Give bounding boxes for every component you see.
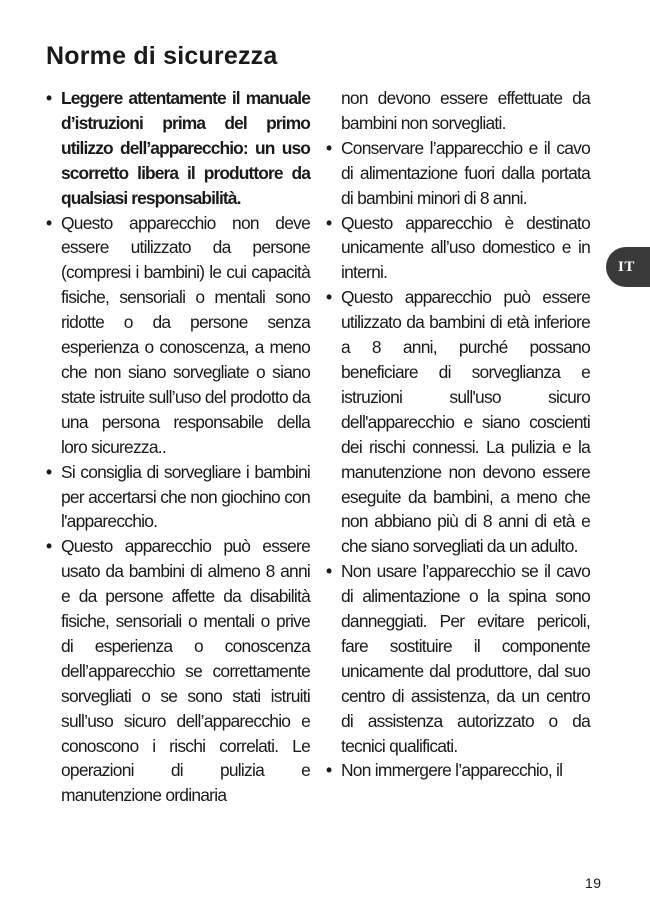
list-item [46,211,310,460]
bullet-icon: • [46,461,53,482]
list-item-text: Non usare l’apparecchio se il cavo di alimentazione o la spina sono danneggiati. Per evitare pericoli, fare sostituire il componente unicamente dal produttore, dal suo centro di assistenza, da un centro di assistenza autorizzato o da tecnici qualificati. [341,561,590,756]
page-title: Norme di sicurezza [46,42,278,70]
right-column [326,86,590,783]
page-number: 19 [585,875,602,891]
list-item-text: Questo apparecchio può essere usato da bambini di almeno 8 anni e da persone affette da disabilità fisiche, sensoriali o mentali o prive di esperienza o conoscenza dell’apparecchio se correttamente sorvegliati o se sono stati istruiti sull’uso sicuro dell’apparecchio e conoscono i rischi correlati. Le operazioni di pulizia e manutenzione ordinaria [61,536,310,806]
list-item [326,285,590,559]
list-item-text: Questo apparecchio è destinato unicamente all’uso domestico e in interni. [341,212,590,283]
list-item-text: Leggere attentamente il manuale d’istruzioni prima del primo utilizzo dell’apparecchio: un uso scorretto libera il produttore da qualsiasi responsabilità. [61,88,310,208]
list-item-text: Non immergere l’apparecchio, il [341,760,563,781]
bullet-icon: • [326,760,333,781]
list-item [326,211,590,286]
list-item-text: Conservare l’apparecchio e il cavo di alimentazione fuori dalla portata di bambini minori di 8 anni. [341,137,590,208]
list-item [326,758,590,783]
bullet-icon: • [326,561,333,582]
list-item [326,559,590,758]
bullet-icon: • [326,137,333,158]
list-item-text: Questo apparecchio può essere utilizzato da bambini di età inferiore a 8 anni, purché possano beneficiare di sorveglianza e istruzioni sull'uso sicuro dell'apparecchio e siano coscienti dei rischi connessi. La pulizia e la manutenzione non devono essere eseguite da bambini, a meno che non abbiano più di 8 anni di età e che siano sorvegliati da un adulto. [341,287,590,557]
list-item-text: non devono essere effettuate da bambini non sorvegliati. [341,88,590,133]
list-item [46,534,310,808]
list-item [46,86,310,211]
list-item-continuation [326,86,590,136]
bullet-icon: • [46,536,53,557]
bullet-icon: • [326,212,333,233]
language-tab: IT [606,247,650,287]
bullet-icon: • [46,212,53,233]
list-item-text: Si consiglia di sorvegliare i bambini per accertarsi che non giochino con l'apparecchio. [61,461,310,532]
list-item [46,460,310,535]
bullet-icon: • [46,88,53,108]
list-item-text: Questo apparecchio non deve essere utilizzato da persone (compresi i bambini) le cui capacità fisiche, sensoriali o mentali sono ridotte o da persone senza esperienza o conoscenza, a meno che non siano sorvegliate o siano state istruite sull’uso del prodotto da una persona responsabile della loro sicurezza.. [61,212,310,457]
left-column [46,86,310,808]
bullet-icon: • [326,287,333,308]
list-item [326,136,590,211]
